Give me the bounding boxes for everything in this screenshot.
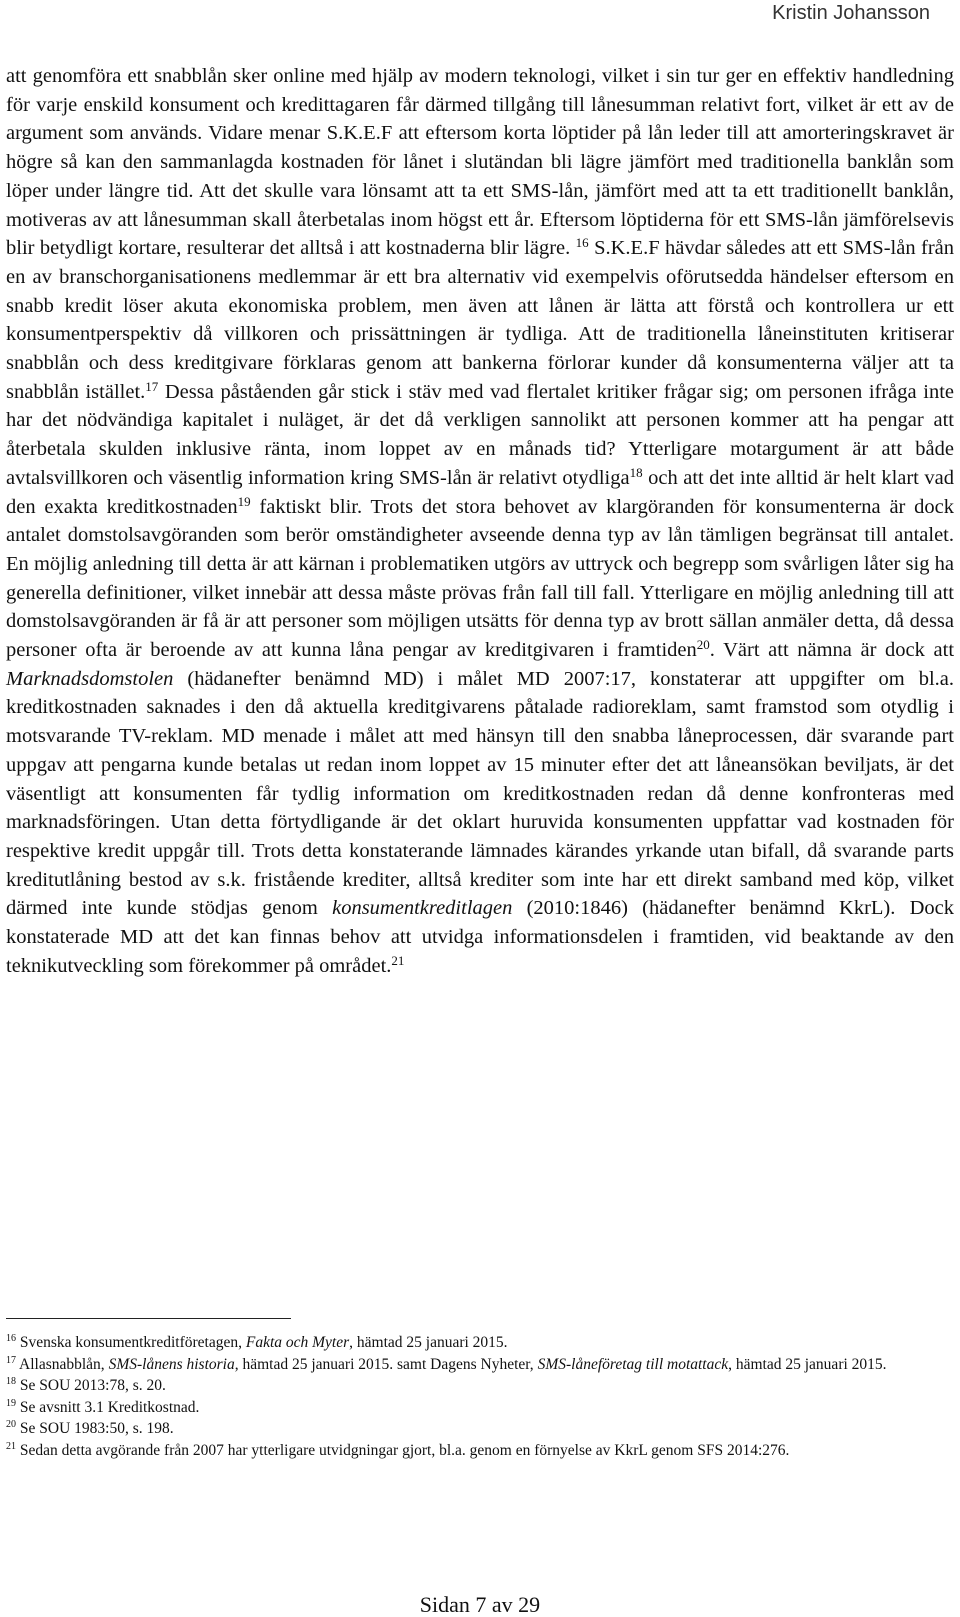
footnote-text: , hämtad 25 januari 2015. <box>349 1334 508 1351</box>
footnote-number: 20 <box>6 1419 16 1430</box>
text-run: och att det inte alltid är helt klart vad den exakta kreditkostnaden <box>6 466 954 518</box>
footnote-text: Se avsnitt 3.1 Kreditkostnad. <box>16 1398 200 1416</box>
text-run: . Värt att nämna är dock att <box>709 639 955 662</box>
footnote-text: Se SOU 1983:50, s. 198. <box>16 1420 174 1437</box>
footnote-number: 21 <box>6 1440 16 1452</box>
footnote-text: Sedan detta avgörande från 2007 har ytterligare utvidgningar gjort, bl.a. genom en förnyelse av KkrL genom SFS 2014:276. <box>16 1441 790 1459</box>
footnote-16 <box>6 1332 954 1354</box>
text-run: (2010:1846) (hädanefter benämnd KkrL). Dock konstaterade MD att det kan finnas behov att utvidga informationsdelen i framtiden, vid beaktande av den teknikutveckling som förekommer på området. <box>6 897 954 977</box>
footnote-text: , hämtad 25 januari 2015. samt Dagens Nyheter, <box>234 1355 538 1373</box>
footnote-title: Fakta och Myter <box>245 1334 350 1351</box>
footnote-text: Allasnabblån, <box>16 1355 109 1373</box>
page-number: Sidan 7 av 29 <box>419 1592 541 1617</box>
footnote-text: Se SOU 2013:78, s. 20. <box>16 1377 166 1394</box>
footnote-21 <box>6 1440 954 1462</box>
text-run: Dessa påståenden går stick i stäv med vad flertalet kritiker frågar sig; om personen ifråga inte har det nödvändiga kapitalet i nuläget, är det då verkligen sannolikt att personen kommer att ha pengar att återbetala skulden inklusive ränta, inom loppet av en månads tid? Ytterligare motargument är att både avtalsvillkoren och väsentlig information kring SMS-lån är relativt otydliga <box>6 380 954 489</box>
text-run: att genomföra ett snabblån sker online med hjälp av modern teknologi, vilket i sin tur ger en effektiv handledning för varje enskild konsument och kredittagaren får därmed tillgång till lånesumman relativt fort, vilket är ett av de argument som används. Vidare menar S.K.E.F att eftersom korta löptider på lån leder till att amorteringskravet är högre så kan den sammanlagda kostnaden för lånet i slutändan bli lägre jämfört med traditionella banklån som löper under längre tid. Att det skulle vara lönsamt att ta ett SMS-lån, jämfört med att ta ett traditionellt banklån, motiveras av att lånesumman skall återbetalas inom högst ett år. Eftersom löptiderna för ett SMS-lån jämförelsevis blir betydligt kortare, resulterar det alltså i att kostnaderna blir lägre. <box>6 65 954 260</box>
footnote-title: SMS-låneföretag till motattack <box>537 1355 729 1373</box>
body-paragraph <box>6 62 954 981</box>
italic-term-konsumentkreditlagen: konsumentkreditlagen <box>332 897 513 920</box>
italic-term-marknadsdomstolen: Marknadsdomstolen <box>6 667 174 690</box>
footnote-17 <box>6 1354 954 1376</box>
footnote-ref-16[interactable]: 16 <box>575 235 589 251</box>
footnote-20 <box>6 1418 954 1440</box>
text-run: (hädanefter benämnd MD) i målet MD 2007:17, konstaterar att uppgifter om bl.a. kreditkostnaden saknades i den då aktuella kreditgivarens påtalade radioreklam, samt framstod som otydlig i motsvarande TV-reklam. MD menade i målet att med hänsyn till den snabba låneprocessen, där svarande part uppgav att pengarna kunde betalas ut redan inom loppet av 15 minuter efter det att låneansökan beviljats, är det väsentligt att konsumenten får tydlig information om kreditkostnaden redan då denne konfronteras med marknadsföringen. Utan detta förtydligande är det oklart huruvida konsumenten uppfattar vad kostnaden för respektive kredit uppgår till. Trots detta konstaterande lämnades kärandes yrkande utan bifall, då svarande parts kreditutlåning bestod av s.k. fristående krediter, alltså krediter som inte har ett direkt samband med köp, vilket därmed inte kunde stödjas genom <box>6 667 954 920</box>
body-text <box>6 62 954 981</box>
footnote-title: SMS-lånens historia <box>108 1355 235 1373</box>
footnote-text: Svenska konsumentkreditföretagen, <box>16 1334 246 1351</box>
text-run: S.K.E.F hävdar således att ett SMS-lån från en av branschorganisationens medlemmar är ett bra alternativ vid exempelvis oförutsedda händelser eftersom en snabb kredit löser akuta ekonomiska problem, men även att lånen är lätta att förstå och kontrollera ur ett konsumentperspektiv då villkoren och prissättningen är tydliga. Att de traditionella låneinstituten kritiserar snabblån och dess kreditgivare förklaras genom att bankerna förlorar kunder då konsumenterna väljer att ta snabblån istället. <box>6 237 954 403</box>
text-run: faktiskt blir. Trots det stora behovet av klargöranden för konsumenterna är dock antalet domstolsavgöranden som berör omständigheter avseende denna typ av lån tämligen begränsat till antalet. En möjlig anledning till detta är att kärnan i problematiken utgörs av uttryck och begrepp som svårligen låter sig ha generella definitioner, vilket innebär att dessa måste prövas från fall till fall. Ytterligare en möjlig anledning till att domstolsavgöranden är få är att personer som möjligen utsätts för denna typ av brott sällan anmäler detta, då dessa personer ofta är beroende av att kunna låna pengar av kreditgivaren i framtiden <box>6 495 955 662</box>
footnote-number: 18 <box>6 1376 16 1387</box>
footnote-ref-18[interactable]: 18 <box>629 464 643 480</box>
footnote-number: 19 <box>6 1397 16 1409</box>
footnote-ref-19[interactable]: 19 <box>237 493 251 509</box>
footnote-number: 17 <box>6 1354 16 1366</box>
footnote-number: 16 <box>6 1333 16 1344</box>
footnote-separator <box>6 1318 291 1319</box>
footnotes <box>6 1332 954 1461</box>
page-header-author: Kristin Johansson <box>772 2 930 24</box>
footnote-ref-17[interactable]: 17 <box>145 378 159 394</box>
footnote-ref-21[interactable]: 21 <box>391 952 405 968</box>
footnote-18 <box>6 1375 954 1397</box>
footnote-text: , hämtad 25 januari 2015. <box>728 1355 887 1373</box>
footnote-ref-20[interactable]: 20 <box>696 637 710 653</box>
footnote-19 <box>6 1397 954 1419</box>
